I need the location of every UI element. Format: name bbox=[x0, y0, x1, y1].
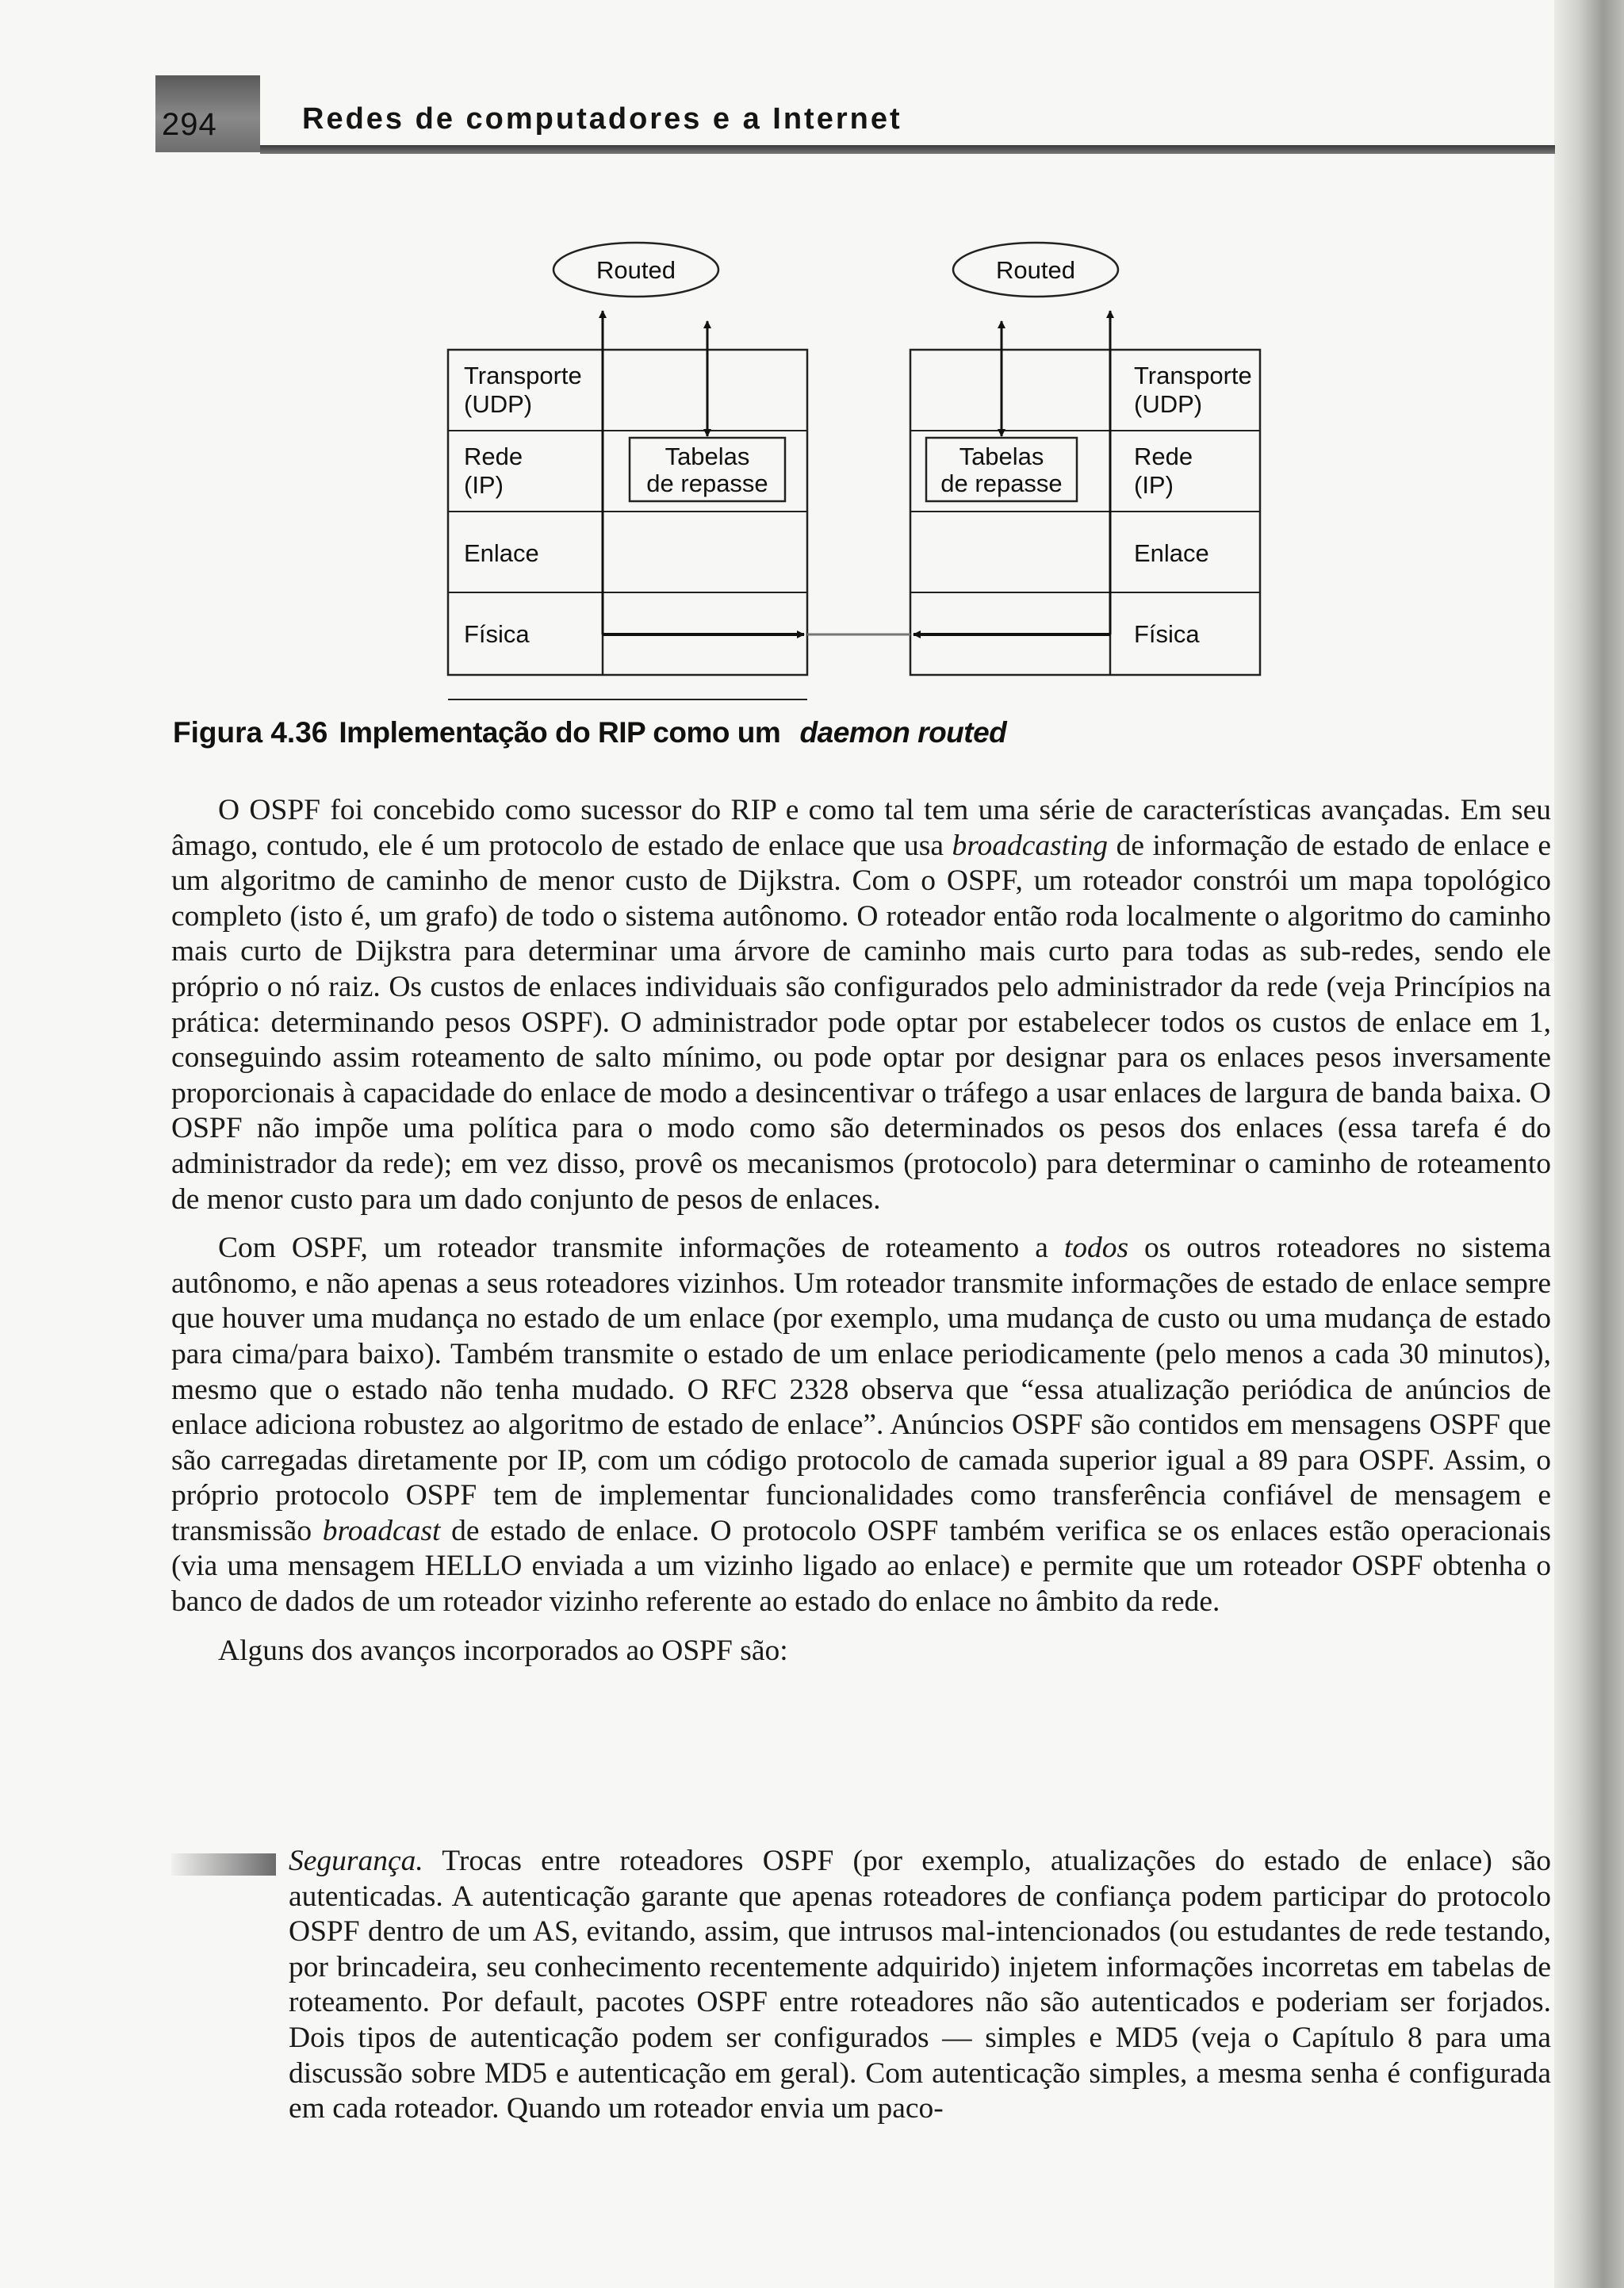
figure-caption-text: Implementação do RIP como um bbox=[339, 716, 781, 749]
left-layer-link: Enlace bbox=[464, 539, 539, 567]
paragraph-ospf-intro: O OSPF foi concebido como sucessor do RIP e como tal tem uma série de características avançadas. Em seu âmago, contudo, ele é um protocolo de estado de enlace que usa broadcasting de informação de estado de enlace e um algoritmo de caminho de menor custo de Dijkstra. Com o OSPF, um roteador constrói um mapa topológico completo (isto é, um grafo) de todo o sistema autônomo. O roteador então roda localmente o algoritmo do caminho mais curto de Dijkstra para determinar uma árvore de caminho mais curto para todas as sub-redes, sendo ele próprio o nó raiz. Os custos de enlaces individuais são configurados pelo administrador da rede (veja Princípios na prática: determinando pesos OSPF). O administrador pode optar por estabelecer todos os custos de enlace em 1, conseguindo assim roteamento de salto mínimo, ou pode optar por designar para os enlaces pesos inversamente proporcionais à capacidade do enlace de modo a desincentivar o tráfego a usar enlaces de largura de banda baixa. O OSPF não impõe uma política para o modo como são determinados os pesos dos enlaces (essa tarefa é do administrador da rede); em vez disso, provê os mecanismos (protocolo) para determinar o caminho de roteamento de menor custo para um dado conjunto de pesos de enlaces. bbox=[171, 794, 1551, 1216]
left-layer-transport-sub: (UDP) bbox=[464, 390, 533, 418]
figure-caption-label: Figura 4.36 bbox=[173, 716, 328, 749]
left-table-line1: Tabelas bbox=[665, 443, 750, 470]
left-layer-transport: Transporte bbox=[464, 362, 582, 389]
left-daemon-label: Routed bbox=[596, 256, 676, 284]
bullet-marker bbox=[171, 1853, 276, 1876]
list-intro: Alguns dos avanços incorporados ao OSPF são: bbox=[218, 1634, 788, 1667]
figure-caption-emph: daemon routed bbox=[799, 716, 1007, 749]
left-layer-physical: Física bbox=[464, 620, 530, 648]
figure-diagram bbox=[0, 0, 1624, 761]
paragraph-ospf-broadcast: Com OSPF, um roteador transmite informações de roteamento a todos os outros roteadores no sistema autônomo, e não apenas a seus roteadores vizinhos. Um roteador transmite informações de estado de enlace sempre que houver uma mudança no estado de um enlace (por exemplo, uma mudança de custo ou uma mudança de estado para cima/para baixo). Também transmite o estado de um enlace periodicamente (pelo menos a cada 30 minutos), mesmo que o estado não tenha mudado. O RFC 2328 observa que “essa atualização periódica de anúncios de enlace adiciona robustez ao algoritmo de estado de enlace”. Anúncios OSPF são contidos em mensagens OSPF que são carregadas diretamente por IP, com um código protocolo de camada superior igual a 89 para OSPF. Assim, o próprio protocolo OSPF tem de implementar funcionalidades como transferência confiável de mensagem e transmissão broadcast de estado de enlace. O protocolo OSPF também verifica se os enlaces estão operacionais (via uma mensagem HELLO enviada a um vizinho ligado ao enlace) e permite que um roteador OSPF obtenha o banco de dados de um roteador vizinho referente ao estado do enlace no âmbito da rede. bbox=[171, 1232, 1551, 1619]
right-layer-link: Enlace bbox=[1134, 539, 1209, 567]
left-layer-network-sub: (IP) bbox=[464, 471, 504, 499]
right-table-line1: Tabelas bbox=[959, 443, 1044, 470]
running-title: Redes de computadores e a Internet bbox=[302, 102, 902, 136]
right-layer-transport: Transporte bbox=[1134, 362, 1252, 389]
right-layer-network-sub: (IP) bbox=[1134, 471, 1174, 499]
right-layer-network: Rede bbox=[1134, 443, 1193, 470]
right-daemon-label: Routed bbox=[996, 256, 1075, 284]
bullet-text: Segurança. Trocas entre roteadores OSPF (por exemplo, atualizações do estado de enlace) são autenticadas. A autenticação garante que apenas roteadores de confiança podem participar do protocolo OSPF dentro de um AS, evitando, assim, que intrusos mal-intencionados (ou estudantes de rede testando, por brincadeira, seu conhecimento recentemente adquirido) injetem informações incorretas em tabelas de roteamento. Por default, pacotes OSPF entre roteadores não são autenticados e poderiam ser forjados. Dois tipos de autenticação podem ser configurados — simples e MD5 (veja o Capítulo 8 para uma discussão sobre MD5 e autenticação em geral). Com autenticação simples, a mesma senha é configurada em cada roteador. Quando um roteador envia um paco- bbox=[289, 1845, 1551, 2125]
right-table-line2: de repasse bbox=[940, 469, 1063, 497]
page-number: 294 bbox=[162, 107, 217, 142]
left-table-line2: de repasse bbox=[646, 469, 768, 497]
body-text bbox=[171, 793, 1551, 1682]
left-layer-network: Rede bbox=[464, 443, 523, 470]
bullet-term: Segurança. bbox=[289, 1845, 423, 1877]
figure-rip-routed bbox=[0, 0, 1624, 761]
bullet-item-security bbox=[171, 1844, 1551, 2127]
figure-caption bbox=[173, 716, 1006, 749]
right-layer-transport-sub: (UDP) bbox=[1134, 390, 1203, 418]
right-layer-physical: Física bbox=[1134, 620, 1200, 648]
